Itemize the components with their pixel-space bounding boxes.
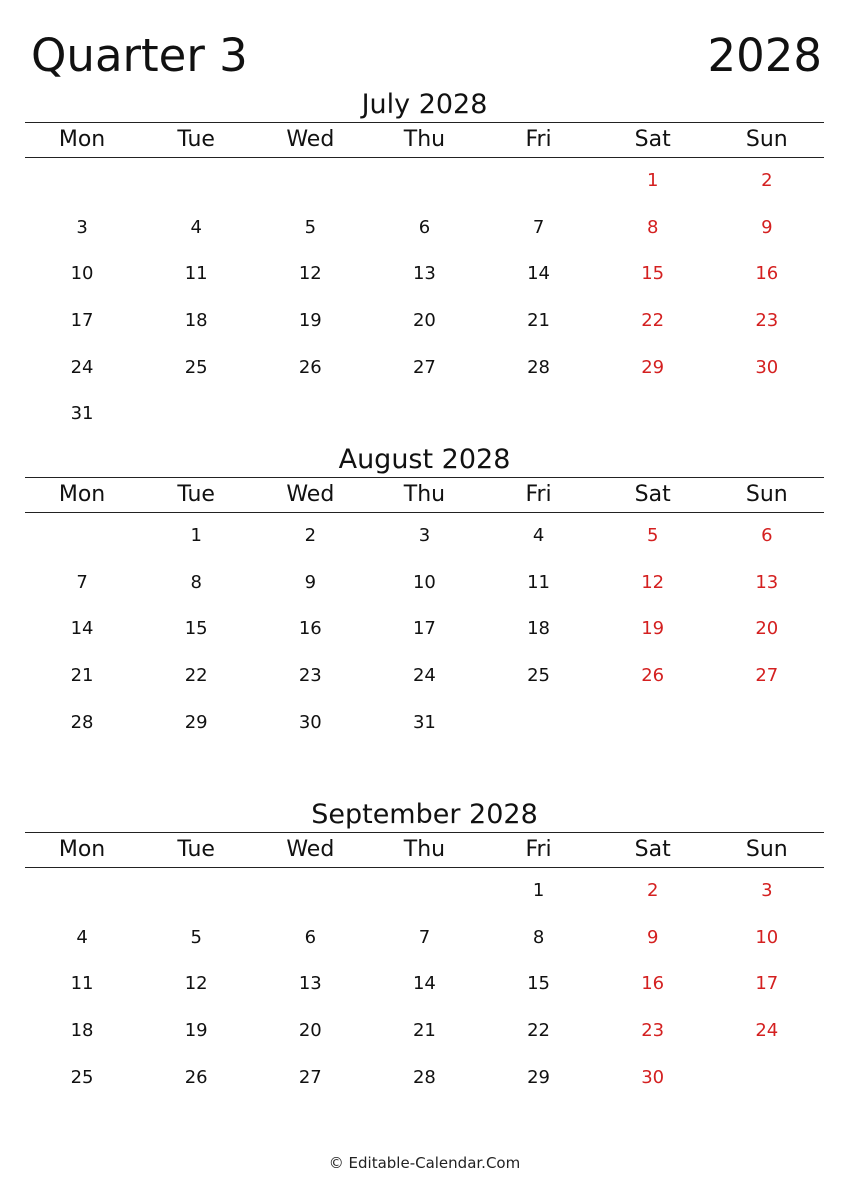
- day-cell: 18: [70, 1020, 94, 1042]
- day-cell: 15: [184, 618, 208, 640]
- day-cell: 18: [527, 618, 551, 640]
- day-cell: 6: [304, 926, 317, 948]
- day-cell: [25, 1101, 139, 1148]
- weekend-day-cell: 13: [755, 571, 779, 593]
- day-cell: 6: [418, 216, 431, 238]
- day-cell: 11: [527, 571, 551, 593]
- day-cell: [25, 868, 139, 915]
- week-row: [25, 746, 824, 793]
- weekend-day-cell: 3: [761, 880, 773, 901]
- day-cell: 25: [70, 1066, 94, 1088]
- weekend-day-cell: 9: [761, 216, 773, 238]
- day-cell: [367, 1101, 481, 1148]
- day-cell: 11: [184, 263, 208, 285]
- day-cell: 28: [70, 711, 94, 733]
- day-cell: 21: [412, 1020, 436, 1042]
- weekend-day-cell: [596, 1101, 710, 1148]
- day-cell: 28: [412, 1066, 436, 1088]
- day-grid: [25, 158, 824, 438]
- weekday-mon: Mon: [58, 837, 106, 862]
- week-row: [25, 298, 824, 345]
- week-row: [25, 1101, 824, 1148]
- weekend-day-cell: [710, 1055, 824, 1102]
- day-cell: 29: [184, 711, 208, 733]
- month-title: July 2028: [361, 89, 488, 120]
- day-cell: [482, 700, 596, 747]
- week-row: [25, 606, 824, 653]
- weekend-day-cell: 29: [641, 356, 665, 378]
- day-cell: 10: [70, 263, 94, 285]
- week-row: [25, 560, 824, 607]
- weekend-day-cell: 19: [641, 618, 665, 640]
- day-cell: 20: [412, 310, 436, 332]
- week-row: [25, 915, 824, 962]
- day-cell: 14: [527, 263, 551, 285]
- week-row: [25, 251, 824, 298]
- weekday-sun: Sun: [745, 837, 788, 862]
- day-cell: 17: [412, 618, 436, 640]
- day-cell: 21: [527, 310, 551, 332]
- day-cell: 4: [76, 926, 88, 948]
- copyright-footer: © Editable-Calendar.Com: [328, 1154, 521, 1172]
- weekend-day-cell: 26: [641, 665, 665, 687]
- day-cell: [367, 746, 481, 793]
- weekday-fri: Fri: [525, 482, 552, 507]
- day-cell: 12: [298, 263, 322, 285]
- weekday-header: [25, 477, 824, 513]
- weekend-day-cell: 2: [646, 880, 659, 901]
- weekday-header: [25, 832, 824, 868]
- day-cell: 13: [412, 263, 436, 285]
- week-row: [25, 513, 824, 560]
- day-cell: 8: [190, 571, 202, 593]
- weekend-day-cell: [710, 700, 824, 747]
- day-cell: 4: [532, 525, 545, 546]
- day-cell: 4: [190, 216, 202, 238]
- day-cell: 22: [527, 1020, 551, 1042]
- weekend-day-cell: 24: [755, 1020, 779, 1042]
- week-row: [25, 391, 824, 438]
- day-cell: [139, 158, 253, 205]
- quarter-title: Quarter 3: [31, 29, 248, 82]
- day-cell: [482, 746, 596, 793]
- day-cell: 16: [298, 618, 322, 640]
- day-cell: 8: [532, 926, 545, 948]
- week-row: [25, 961, 824, 1008]
- day-cell: 2: [304, 525, 317, 546]
- day-cell: 29: [527, 1066, 551, 1088]
- weekend-day-cell: 30: [755, 356, 779, 378]
- week-row: [25, 205, 824, 252]
- day-cell: [482, 1101, 596, 1148]
- weekend-day-cell: [596, 391, 710, 438]
- month-september: [25, 798, 824, 1148]
- day-grid: [25, 868, 824, 1148]
- weekend-day-cell: 1: [646, 170, 659, 191]
- weekday-thu: Thu: [403, 837, 446, 862]
- day-cell: 25: [527, 665, 551, 687]
- weekend-day-cell: 27: [755, 665, 779, 687]
- day-cell: [367, 158, 481, 205]
- weekend-day-cell: 16: [641, 973, 665, 995]
- day-cell: 23: [298, 665, 322, 687]
- weekend-day-cell: 30: [641, 1066, 665, 1088]
- day-cell: [253, 868, 367, 915]
- day-cell: 3: [76, 216, 88, 238]
- weekend-day-cell: 8: [646, 216, 659, 238]
- day-cell: 9: [304, 571, 317, 593]
- day-cell: 10: [412, 571, 436, 593]
- weekday-header: [25, 122, 824, 158]
- weekend-day-cell: 22: [641, 310, 665, 332]
- day-cell: [139, 868, 253, 915]
- day-cell: 21: [70, 665, 94, 687]
- day-cell: [139, 1101, 253, 1148]
- day-cell: 14: [412, 973, 436, 995]
- day-cell: 19: [298, 310, 322, 332]
- day-cell: [25, 158, 139, 205]
- weekday-mon: Mon: [58, 482, 106, 507]
- weekend-day-cell: 20: [755, 618, 779, 640]
- day-cell: 28: [527, 356, 551, 378]
- weekday-wed: Wed: [286, 837, 335, 862]
- weekday-sat: Sat: [634, 837, 671, 862]
- month-title: September 2028: [311, 799, 538, 830]
- day-cell: 13: [298, 973, 322, 995]
- day-cell: 31: [70, 403, 94, 425]
- weekend-day-cell: 17: [755, 973, 779, 995]
- weekend-day-cell: 23: [641, 1020, 665, 1042]
- weekend-day-cell: [710, 1101, 824, 1148]
- day-cell: [253, 1101, 367, 1148]
- weekend-day-cell: 10: [755, 926, 779, 948]
- weekday-tue: Tue: [177, 837, 215, 862]
- weekday-sun: Sun: [745, 482, 788, 507]
- weekend-day-cell: 12: [641, 571, 665, 593]
- day-cell: [25, 746, 139, 793]
- weekday-tue: Tue: [177, 127, 215, 152]
- day-cell: [367, 868, 481, 915]
- day-cell: 12: [184, 973, 208, 995]
- weekday-tue: Tue: [177, 482, 215, 507]
- year-label: 2028: [707, 29, 822, 82]
- month-august: [25, 443, 824, 793]
- week-row: [25, 700, 824, 747]
- day-cell: [253, 746, 367, 793]
- weekend-day-cell: 9: [646, 926, 659, 948]
- weekend-day-cell: [710, 746, 824, 793]
- day-cell: 5: [304, 216, 317, 238]
- day-cell: 24: [70, 356, 94, 378]
- weekend-day-cell: 16: [755, 263, 779, 285]
- day-cell: 5: [190, 926, 202, 948]
- week-row: [25, 653, 824, 700]
- day-cell: 26: [298, 356, 322, 378]
- day-cell: 7: [418, 926, 431, 948]
- day-cell: 7: [532, 216, 545, 238]
- month-july: [25, 88, 824, 438]
- day-cell: 18: [184, 310, 208, 332]
- weekend-day-cell: [596, 700, 710, 747]
- week-row: [25, 345, 824, 392]
- day-cell: 22: [184, 665, 208, 687]
- day-cell: 30: [298, 711, 322, 733]
- day-cell: [482, 391, 596, 438]
- day-cell: 27: [412, 356, 436, 378]
- day-cell: 24: [412, 665, 436, 687]
- weekend-day-cell: [710, 391, 824, 438]
- weekday-fri: Fri: [525, 127, 552, 152]
- day-cell: 7: [76, 571, 88, 593]
- week-row: [25, 158, 824, 205]
- month-title: August 2028: [338, 444, 511, 475]
- weekend-day-cell: 5: [646, 525, 659, 546]
- weekend-day-cell: [596, 746, 710, 793]
- day-cell: [139, 746, 253, 793]
- day-cell: 14: [70, 618, 94, 640]
- day-cell: 1: [190, 525, 202, 546]
- day-cell: [253, 391, 367, 438]
- day-cell: 25: [184, 356, 208, 378]
- day-cell: [253, 158, 367, 205]
- weekend-day-cell: 2: [761, 170, 773, 191]
- day-cell: 31: [412, 711, 436, 733]
- day-cell: [367, 391, 481, 438]
- weekday-sat: Sat: [634, 482, 671, 507]
- day-cell: [139, 391, 253, 438]
- page-header: [0, 0, 849, 90]
- day-cell: 3: [418, 525, 431, 546]
- weekday-thu: Thu: [403, 482, 446, 507]
- weekend-day-cell: 6: [761, 525, 773, 546]
- day-cell: 1: [532, 880, 545, 901]
- day-cell: 19: [184, 1020, 208, 1042]
- weekend-day-cell: 15: [641, 263, 665, 285]
- weekday-mon: Mon: [58, 127, 106, 152]
- day-cell: 26: [184, 1066, 208, 1088]
- day-cell: [482, 158, 596, 205]
- day-cell: 11: [70, 973, 94, 995]
- day-cell: 15: [527, 973, 551, 995]
- weekday-sun: Sun: [745, 127, 788, 152]
- day-cell: 27: [298, 1066, 322, 1088]
- weekday-sat: Sat: [634, 127, 671, 152]
- day-cell: 17: [70, 310, 94, 332]
- weekend-day-cell: 23: [755, 310, 779, 332]
- week-row: [25, 868, 824, 915]
- weekday-thu: Thu: [403, 127, 446, 152]
- day-cell: 20: [298, 1020, 322, 1042]
- weekday-fri: Fri: [525, 837, 552, 862]
- week-row: [25, 1055, 824, 1102]
- week-row: [25, 1008, 824, 1055]
- day-grid: [25, 513, 824, 793]
- weekday-wed: Wed: [286, 127, 335, 152]
- day-cell: [25, 513, 139, 560]
- weekday-wed: Wed: [286, 482, 335, 507]
